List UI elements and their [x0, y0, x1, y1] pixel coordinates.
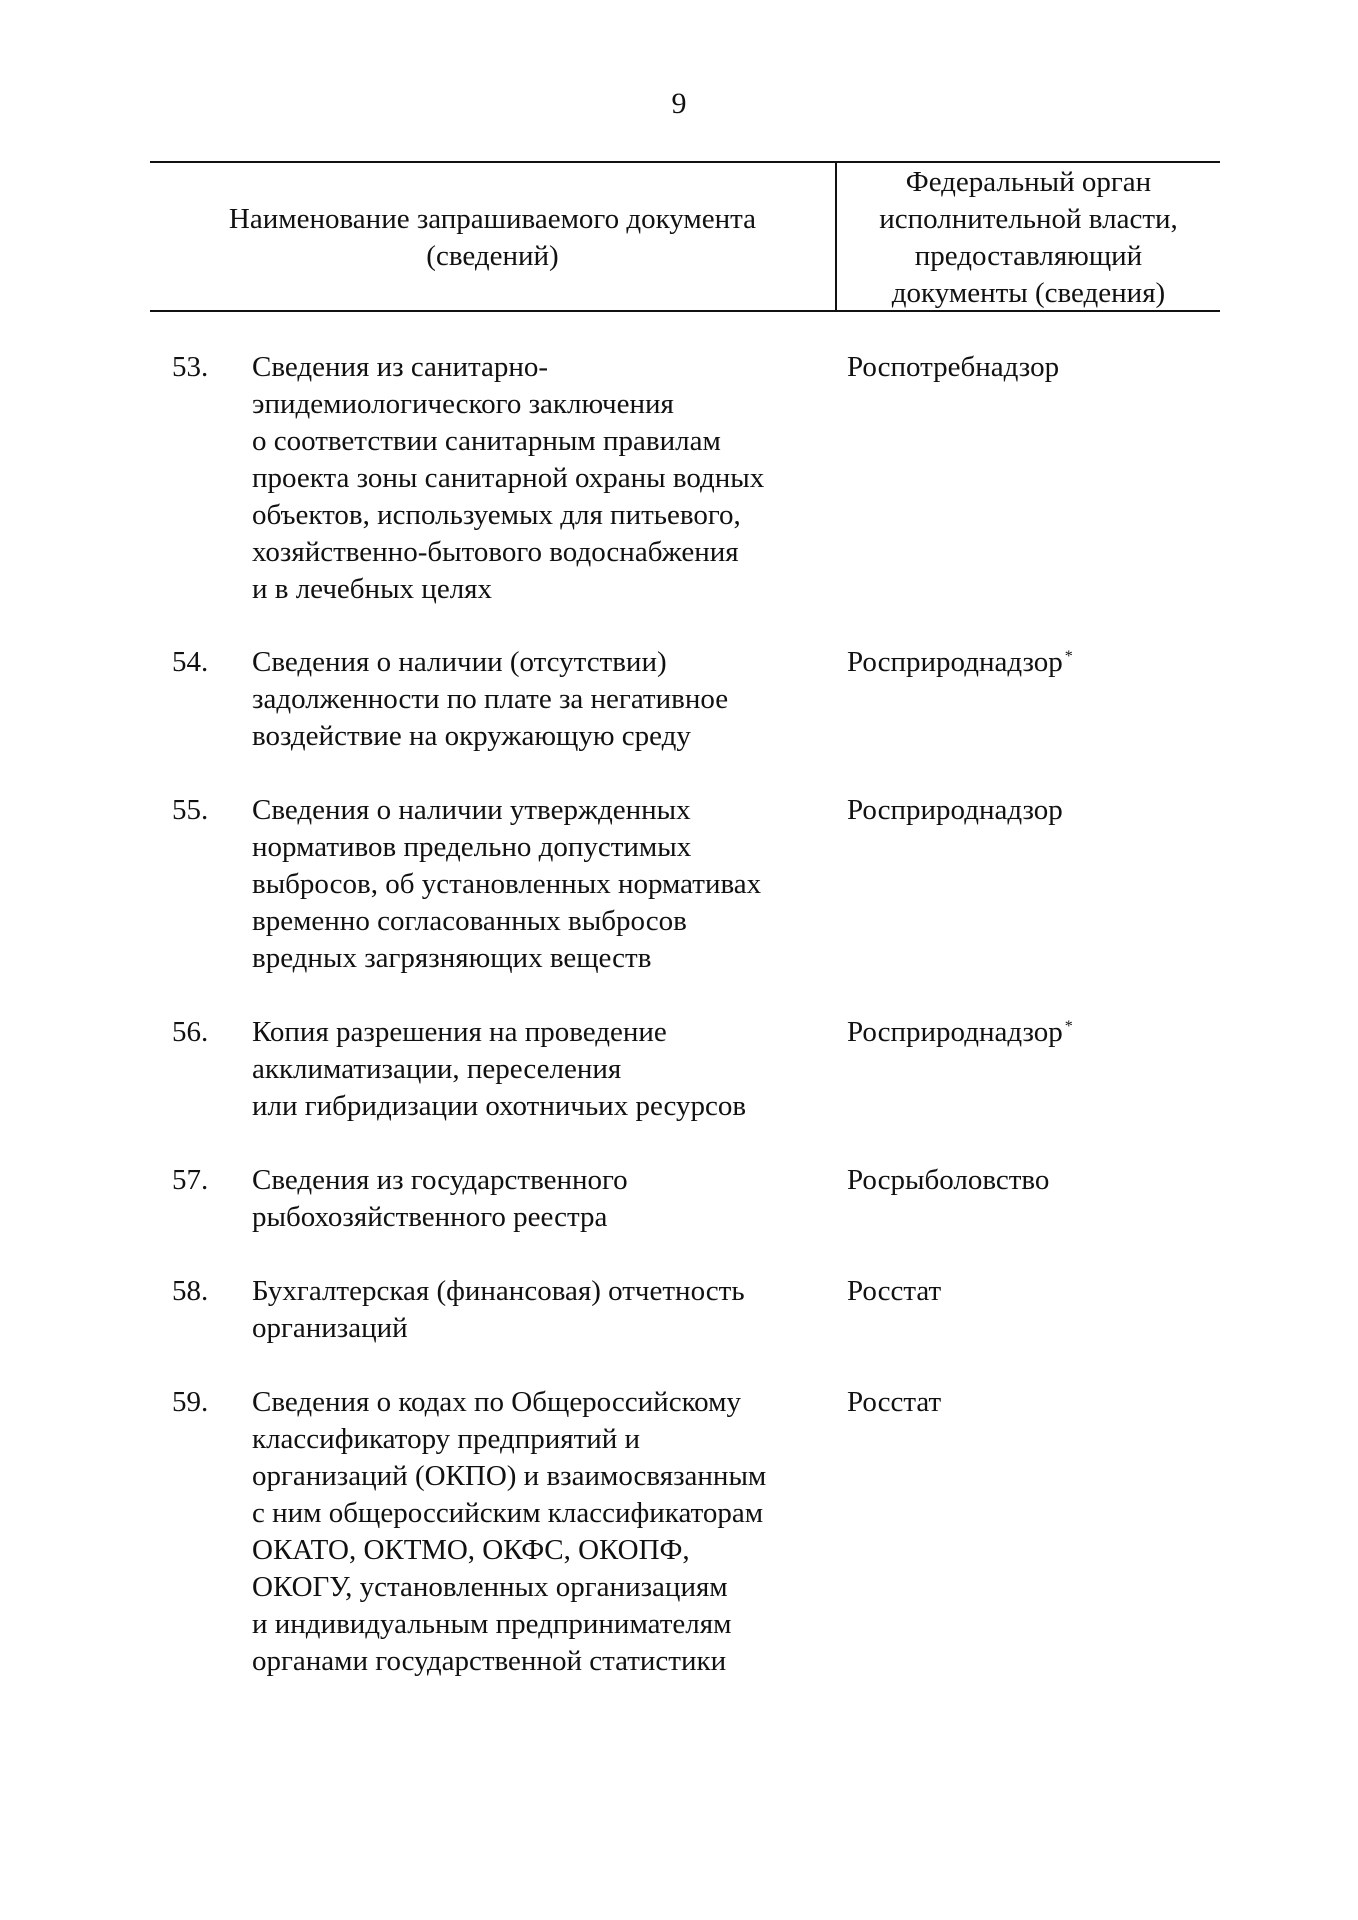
- row-text-line: с ним общероссийским классификаторам: [252, 1497, 764, 1529]
- row-number: 54.: [172, 646, 209, 678]
- row-text-line: воздействие на окружающую среду: [252, 720, 691, 752]
- row-text-line: или гибридизации охотничьих ресурсов: [252, 1090, 747, 1122]
- row-number: 55.: [172, 794, 209, 826]
- row-text-line: Сведения из санитарно-: [252, 351, 549, 383]
- row-text-line: ОКАТО, ОКТМО, ОКФС, ОКОПФ,: [252, 1534, 690, 1566]
- row-text-line: нормативов предельно допустимых: [252, 831, 692, 863]
- row-text-line: выбросов, об установленных нормативах: [252, 868, 762, 900]
- row-text-line: и индивидуальным предпринимателям: [252, 1608, 732, 1640]
- row-number: 59.: [172, 1386, 209, 1418]
- row-text-line: Сведения о наличии утвержденных: [252, 794, 691, 826]
- column-header-line: документы (сведения): [891, 277, 1166, 309]
- column-header-line: исполнительной власти,: [879, 203, 1178, 235]
- row-text-line: проекта зоны санитарной охраны водных: [252, 462, 765, 494]
- row-document-name: [252, 1273, 832, 1347]
- column-header-line: (сведений): [426, 240, 559, 272]
- row-agency: [847, 1384, 1207, 1421]
- row-text-line: органами государственной статистики: [252, 1645, 727, 1677]
- row-text-line: организаций (ОКПО) и взаимосвязанным: [252, 1460, 767, 1492]
- table-top-rule: [150, 161, 1220, 163]
- row-document-name: [252, 1384, 832, 1680]
- agency-name: Росприроднадзор: [847, 646, 1063, 678]
- column-header-line: Федеральный орган: [905, 166, 1152, 198]
- agency-name: Росрыболовство: [847, 1164, 1050, 1196]
- row-text-line: акклиматизации, переселения: [252, 1053, 622, 1085]
- agency-name: Роспотребнадзор: [847, 351, 1060, 383]
- row-text-line: вредных загрязняющих веществ: [252, 942, 652, 974]
- agency-name: Росстат: [847, 1386, 942, 1418]
- row-text-line: Бухгалтерская (финансовая) отчетность: [252, 1275, 745, 1307]
- agency-name: Росстат: [847, 1275, 942, 1307]
- row-document-name: [252, 1014, 832, 1125]
- column-header-line: Наименование запрашиваемого документа: [228, 203, 757, 235]
- row-text-line: организаций: [252, 1312, 408, 1344]
- row-agency: [847, 1273, 1207, 1310]
- row-text-line: Копия разрешения на проведение: [252, 1016, 667, 1048]
- row-number: 58.: [172, 1275, 209, 1307]
- row-agency: [847, 1162, 1207, 1199]
- footnote-mark: *: [1064, 1018, 1073, 1035]
- row-text-line: о соответствии санитарным правилам: [252, 425, 721, 457]
- row-text-line: задолженности по плате за негативное: [252, 683, 729, 715]
- row-document-name: [252, 1162, 832, 1236]
- row-agency: [847, 792, 1207, 829]
- row-agency: [847, 644, 1207, 681]
- column-header-line: предоставляющий: [914, 240, 1143, 272]
- row-text-line: хозяйственно-бытового водоснабжения: [252, 536, 739, 568]
- row-text-line: Сведения о кодах по Общероссийскому: [252, 1386, 741, 1418]
- row-text-line: временно согласованных выбросов: [252, 905, 687, 937]
- page-number: 9: [671, 87, 687, 120]
- agency-name: Росприроднадзор: [847, 794, 1063, 826]
- row-agency: [847, 1014, 1207, 1051]
- row-document-name: [252, 792, 832, 977]
- row-text-line: рыбохозяйственного реестра: [252, 1201, 608, 1233]
- row-agency: [847, 349, 1207, 386]
- row-text-line: и в лечебных целях: [252, 573, 493, 605]
- agency-name: Росприроднадзор: [847, 1016, 1063, 1048]
- footnote-mark: *: [1064, 648, 1073, 665]
- column-header-document-name: [150, 201, 835, 275]
- row-document-name: [252, 349, 832, 608]
- row-number: 53.: [172, 351, 209, 383]
- row-text-line: Сведения о наличии (отсутствии): [252, 646, 667, 678]
- row-text-line: Сведения из государственного: [252, 1164, 628, 1196]
- row-text-line: ОКОГУ, установленных организациям: [252, 1571, 728, 1603]
- row-number: 57.: [172, 1164, 209, 1196]
- column-header-federal-agency: [837, 164, 1220, 312]
- row-document-name: [252, 644, 832, 755]
- row-number: 56.: [172, 1016, 209, 1048]
- row-text-line: объектов, используемых для питьевого,: [252, 499, 741, 531]
- row-text-line: эпидемиологического заключения: [252, 388, 674, 420]
- row-text-line: классификатору предприятий и: [252, 1423, 641, 1455]
